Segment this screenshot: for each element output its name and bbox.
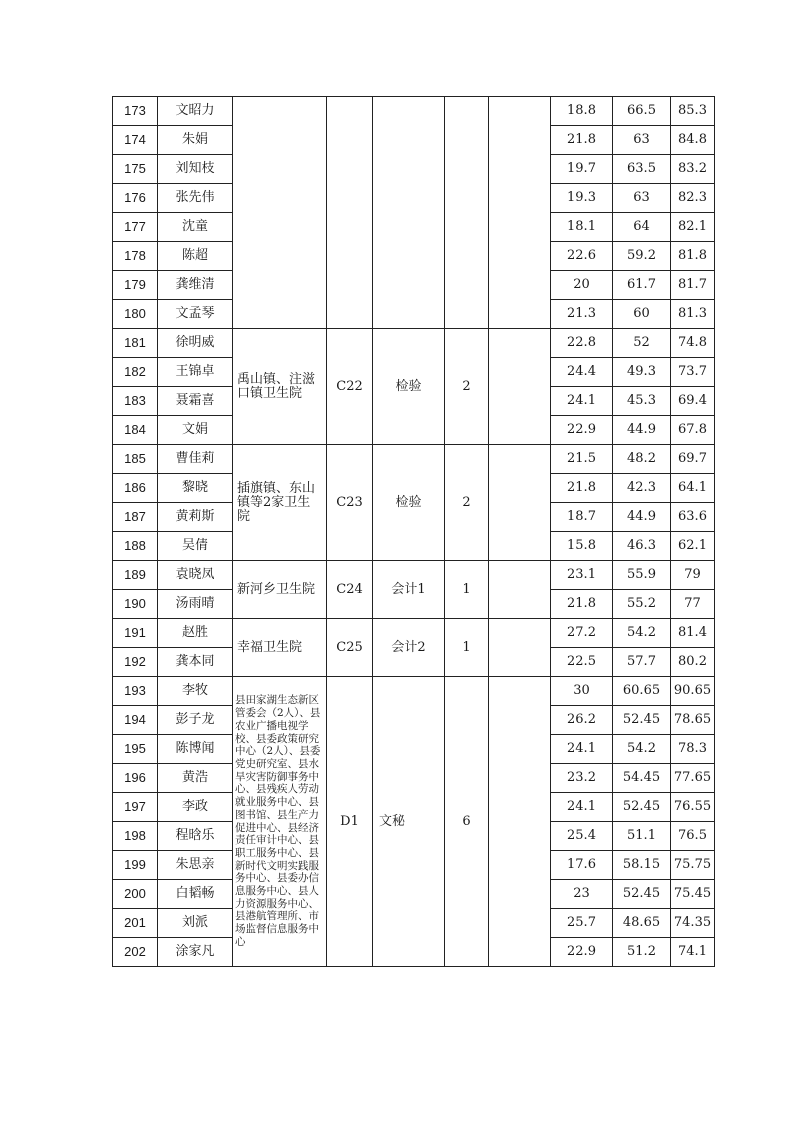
written-score: 22.9 <box>551 416 613 445</box>
total-score: 74.8 <box>671 329 715 358</box>
total-score: 69.4 <box>671 387 715 416</box>
candidate-name: 陈超 <box>158 242 233 271</box>
candidate-name: 张先伟 <box>158 184 233 213</box>
row-number: 194 <box>113 706 158 735</box>
total-score: 63.6 <box>671 503 715 532</box>
written-score: 27.2 <box>551 619 613 648</box>
candidate-name: 徐明威 <box>158 329 233 358</box>
candidate-name: 赵胜 <box>158 619 233 648</box>
row-number: 186 <box>113 474 158 503</box>
hiring-unit: 禹山镇、注滋口镇卫生院 <box>233 329 327 445</box>
table-body <box>113 97 715 967</box>
interview-score: 42.3 <box>613 474 671 503</box>
position-name: 检验 <box>373 329 445 445</box>
candidate-name: 刘派 <box>158 909 233 938</box>
total-score: 90.65 <box>671 677 715 706</box>
row-number: 200 <box>113 880 158 909</box>
interview-score: 64 <box>613 213 671 242</box>
interview-score: 57.7 <box>613 648 671 677</box>
interview-score: 58.15 <box>613 851 671 880</box>
candidate-name: 曹佳莉 <box>158 445 233 474</box>
interview-score: 54.45 <box>613 764 671 793</box>
total-score: 76.55 <box>671 793 715 822</box>
written-score: 21.3 <box>551 300 613 329</box>
row-number: 199 <box>113 851 158 880</box>
total-score: 79 <box>671 561 715 590</box>
row-number: 198 <box>113 822 158 851</box>
written-score: 18.7 <box>551 503 613 532</box>
interview-score: 48.65 <box>613 909 671 938</box>
row-number: 201 <box>113 909 158 938</box>
interview-score: 60.65 <box>613 677 671 706</box>
interview-score: 60 <box>613 300 671 329</box>
written-score: 22.8 <box>551 329 613 358</box>
total-score: 75.45 <box>671 880 715 909</box>
blank-cell <box>489 445 551 561</box>
row-number: 181 <box>113 329 158 358</box>
interview-score: 55.9 <box>613 561 671 590</box>
interview-score: 54.2 <box>613 735 671 764</box>
written-score: 18.8 <box>551 97 613 126</box>
written-score: 25.4 <box>551 822 613 851</box>
table-row <box>113 561 715 590</box>
total-score: 85.3 <box>671 97 715 126</box>
row-number: 174 <box>113 126 158 155</box>
row-number: 188 <box>113 532 158 561</box>
total-score: 64.1 <box>671 474 715 503</box>
interview-score: 51.1 <box>613 822 671 851</box>
total-score: 76.5 <box>671 822 715 851</box>
total-score: 73.7 <box>671 358 715 387</box>
written-score: 24.1 <box>551 793 613 822</box>
candidate-name: 文孟琴 <box>158 300 233 329</box>
written-score: 24.4 <box>551 358 613 387</box>
candidate-name: 陈博闻 <box>158 735 233 764</box>
written-score: 22.9 <box>551 938 613 967</box>
candidate-name: 李牧 <box>158 677 233 706</box>
written-score: 24.1 <box>551 387 613 416</box>
total-score: 67.8 <box>671 416 715 445</box>
position-name: 会计2 <box>373 619 445 677</box>
hiring-unit <box>233 97 327 329</box>
total-score: 78.3 <box>671 735 715 764</box>
total-score: 82.1 <box>671 213 715 242</box>
written-score: 30 <box>551 677 613 706</box>
interview-score: 59.2 <box>613 242 671 271</box>
score-table <box>112 96 715 967</box>
row-number: 184 <box>113 416 158 445</box>
total-score: 77.65 <box>671 764 715 793</box>
position-name: 文秘 <box>373 677 445 967</box>
total-score: 80.2 <box>671 648 715 677</box>
hiring-count: 1 <box>445 619 489 677</box>
total-score: 75.75 <box>671 851 715 880</box>
total-score: 74.35 <box>671 909 715 938</box>
position-name: 检验 <box>373 445 445 561</box>
position-code: C25 <box>327 619 373 677</box>
written-score: 24.1 <box>551 735 613 764</box>
total-score: 82.3 <box>671 184 715 213</box>
candidate-name: 白韬畅 <box>158 880 233 909</box>
total-score: 62.1 <box>671 532 715 561</box>
candidate-name: 涂家凡 <box>158 938 233 967</box>
row-number: 175 <box>113 155 158 184</box>
interview-score: 63 <box>613 184 671 213</box>
row-number: 178 <box>113 242 158 271</box>
interview-score: 61.7 <box>613 271 671 300</box>
candidate-name: 朱娟 <box>158 126 233 155</box>
written-score: 18.1 <box>551 213 613 242</box>
row-number: 195 <box>113 735 158 764</box>
total-score: 74.1 <box>671 938 715 967</box>
written-score: 23.1 <box>551 561 613 590</box>
table-row <box>113 677 715 706</box>
table-row <box>113 619 715 648</box>
position-name: 会计1 <box>373 561 445 619</box>
row-number: 202 <box>113 938 158 967</box>
position-code: C22 <box>327 329 373 445</box>
candidate-name: 袁晓凤 <box>158 561 233 590</box>
blank-cell <box>489 677 551 967</box>
interview-score: 44.9 <box>613 416 671 445</box>
blank-cell <box>489 561 551 619</box>
hiring-unit: 插旗镇、东山镇等2家卫生院 <box>233 445 327 561</box>
written-score: 22.5 <box>551 648 613 677</box>
table-row <box>113 97 715 126</box>
candidate-name: 王锦卓 <box>158 358 233 387</box>
written-score: 22.6 <box>551 242 613 271</box>
interview-score: 49.3 <box>613 358 671 387</box>
total-score: 81.8 <box>671 242 715 271</box>
written-score: 15.8 <box>551 532 613 561</box>
total-score: 81.4 <box>671 619 715 648</box>
candidate-name: 龚本同 <box>158 648 233 677</box>
total-score: 77 <box>671 590 715 619</box>
hiring-unit: 新河乡卫生院 <box>233 561 327 619</box>
row-number: 177 <box>113 213 158 242</box>
total-score: 84.8 <box>671 126 715 155</box>
candidate-name: 黄莉斯 <box>158 503 233 532</box>
blank-cell <box>489 97 551 329</box>
row-number: 193 <box>113 677 158 706</box>
candidate-name: 吴倩 <box>158 532 233 561</box>
row-number: 190 <box>113 590 158 619</box>
interview-score: 52.45 <box>613 706 671 735</box>
written-score: 23 <box>551 880 613 909</box>
blank-cell <box>489 329 551 445</box>
hiring-count: 1 <box>445 561 489 619</box>
total-score: 69.7 <box>671 445 715 474</box>
candidate-name: 彭子龙 <box>158 706 233 735</box>
hiring-count: 2 <box>445 445 489 561</box>
written-score: 21.8 <box>551 126 613 155</box>
position-code: D1 <box>327 677 373 967</box>
hiring-count: 6 <box>445 677 489 967</box>
written-score: 17.6 <box>551 851 613 880</box>
position-code: C24 <box>327 561 373 619</box>
row-number: 196 <box>113 764 158 793</box>
row-number: 185 <box>113 445 158 474</box>
row-number: 191 <box>113 619 158 648</box>
total-score: 81.7 <box>671 271 715 300</box>
position-code: C23 <box>327 445 373 561</box>
row-number: 183 <box>113 387 158 416</box>
interview-score: 55.2 <box>613 590 671 619</box>
candidate-name: 黄浩 <box>158 764 233 793</box>
row-number: 173 <box>113 97 158 126</box>
candidate-name: 龚维清 <box>158 271 233 300</box>
row-number: 180 <box>113 300 158 329</box>
total-score: 78.65 <box>671 706 715 735</box>
candidate-name: 汤雨晴 <box>158 590 233 619</box>
written-score: 25.7 <box>551 909 613 938</box>
interview-score: 48.2 <box>613 445 671 474</box>
candidate-name: 李政 <box>158 793 233 822</box>
written-score: 21.8 <box>551 590 613 619</box>
hiring-count <box>445 97 489 329</box>
position-code <box>327 97 373 329</box>
written-score: 19.7 <box>551 155 613 184</box>
row-number: 187 <box>113 503 158 532</box>
candidate-name: 文昭力 <box>158 97 233 126</box>
row-number: 189 <box>113 561 158 590</box>
hiring-unit: 县田家湖生态新区管委会（2人）、县农业广播电视学校、县委政策研究中心（2人）、县委党史研究室、县水旱灾害防御事务中心、县残疾人劳动就业服务中心、县图书馆、县生产力促进中心、县经济责任审计中心、县职工服务中心、县新时代文明实践服务中心、县委办信息服务中心、县人力资源服务中心、县港航管理所、市场监督信息服务中心 <box>233 677 327 967</box>
position-name <box>373 97 445 329</box>
row-number: 192 <box>113 648 158 677</box>
written-score: 20 <box>551 271 613 300</box>
interview-score: 52.45 <box>613 793 671 822</box>
table-row <box>113 445 715 474</box>
candidate-name: 聂霜喜 <box>158 387 233 416</box>
interview-score: 52.45 <box>613 880 671 909</box>
written-score: 26.2 <box>551 706 613 735</box>
interview-score: 44.9 <box>613 503 671 532</box>
candidate-name: 刘知枝 <box>158 155 233 184</box>
candidate-name: 程晗乐 <box>158 822 233 851</box>
interview-score: 45.3 <box>613 387 671 416</box>
total-score: 81.3 <box>671 300 715 329</box>
interview-score: 46.3 <box>613 532 671 561</box>
row-number: 176 <box>113 184 158 213</box>
blank-cell <box>489 619 551 677</box>
written-score: 19.3 <box>551 184 613 213</box>
interview-score: 66.5 <box>613 97 671 126</box>
row-number: 182 <box>113 358 158 387</box>
written-score: 23.2 <box>551 764 613 793</box>
total-score: 83.2 <box>671 155 715 184</box>
row-number: 179 <box>113 271 158 300</box>
interview-score: 51.2 <box>613 938 671 967</box>
written-score: 21.5 <box>551 445 613 474</box>
table-row <box>113 329 715 358</box>
candidate-name: 沈童 <box>158 213 233 242</box>
written-score: 21.8 <box>551 474 613 503</box>
candidate-name: 文娟 <box>158 416 233 445</box>
candidate-name: 黎晓 <box>158 474 233 503</box>
hiring-unit: 幸福卫生院 <box>233 619 327 677</box>
interview-score: 63 <box>613 126 671 155</box>
interview-score: 52 <box>613 329 671 358</box>
row-number: 197 <box>113 793 158 822</box>
interview-score: 63.5 <box>613 155 671 184</box>
interview-score: 54.2 <box>613 619 671 648</box>
candidate-name: 朱思亲 <box>158 851 233 880</box>
hiring-count: 2 <box>445 329 489 445</box>
